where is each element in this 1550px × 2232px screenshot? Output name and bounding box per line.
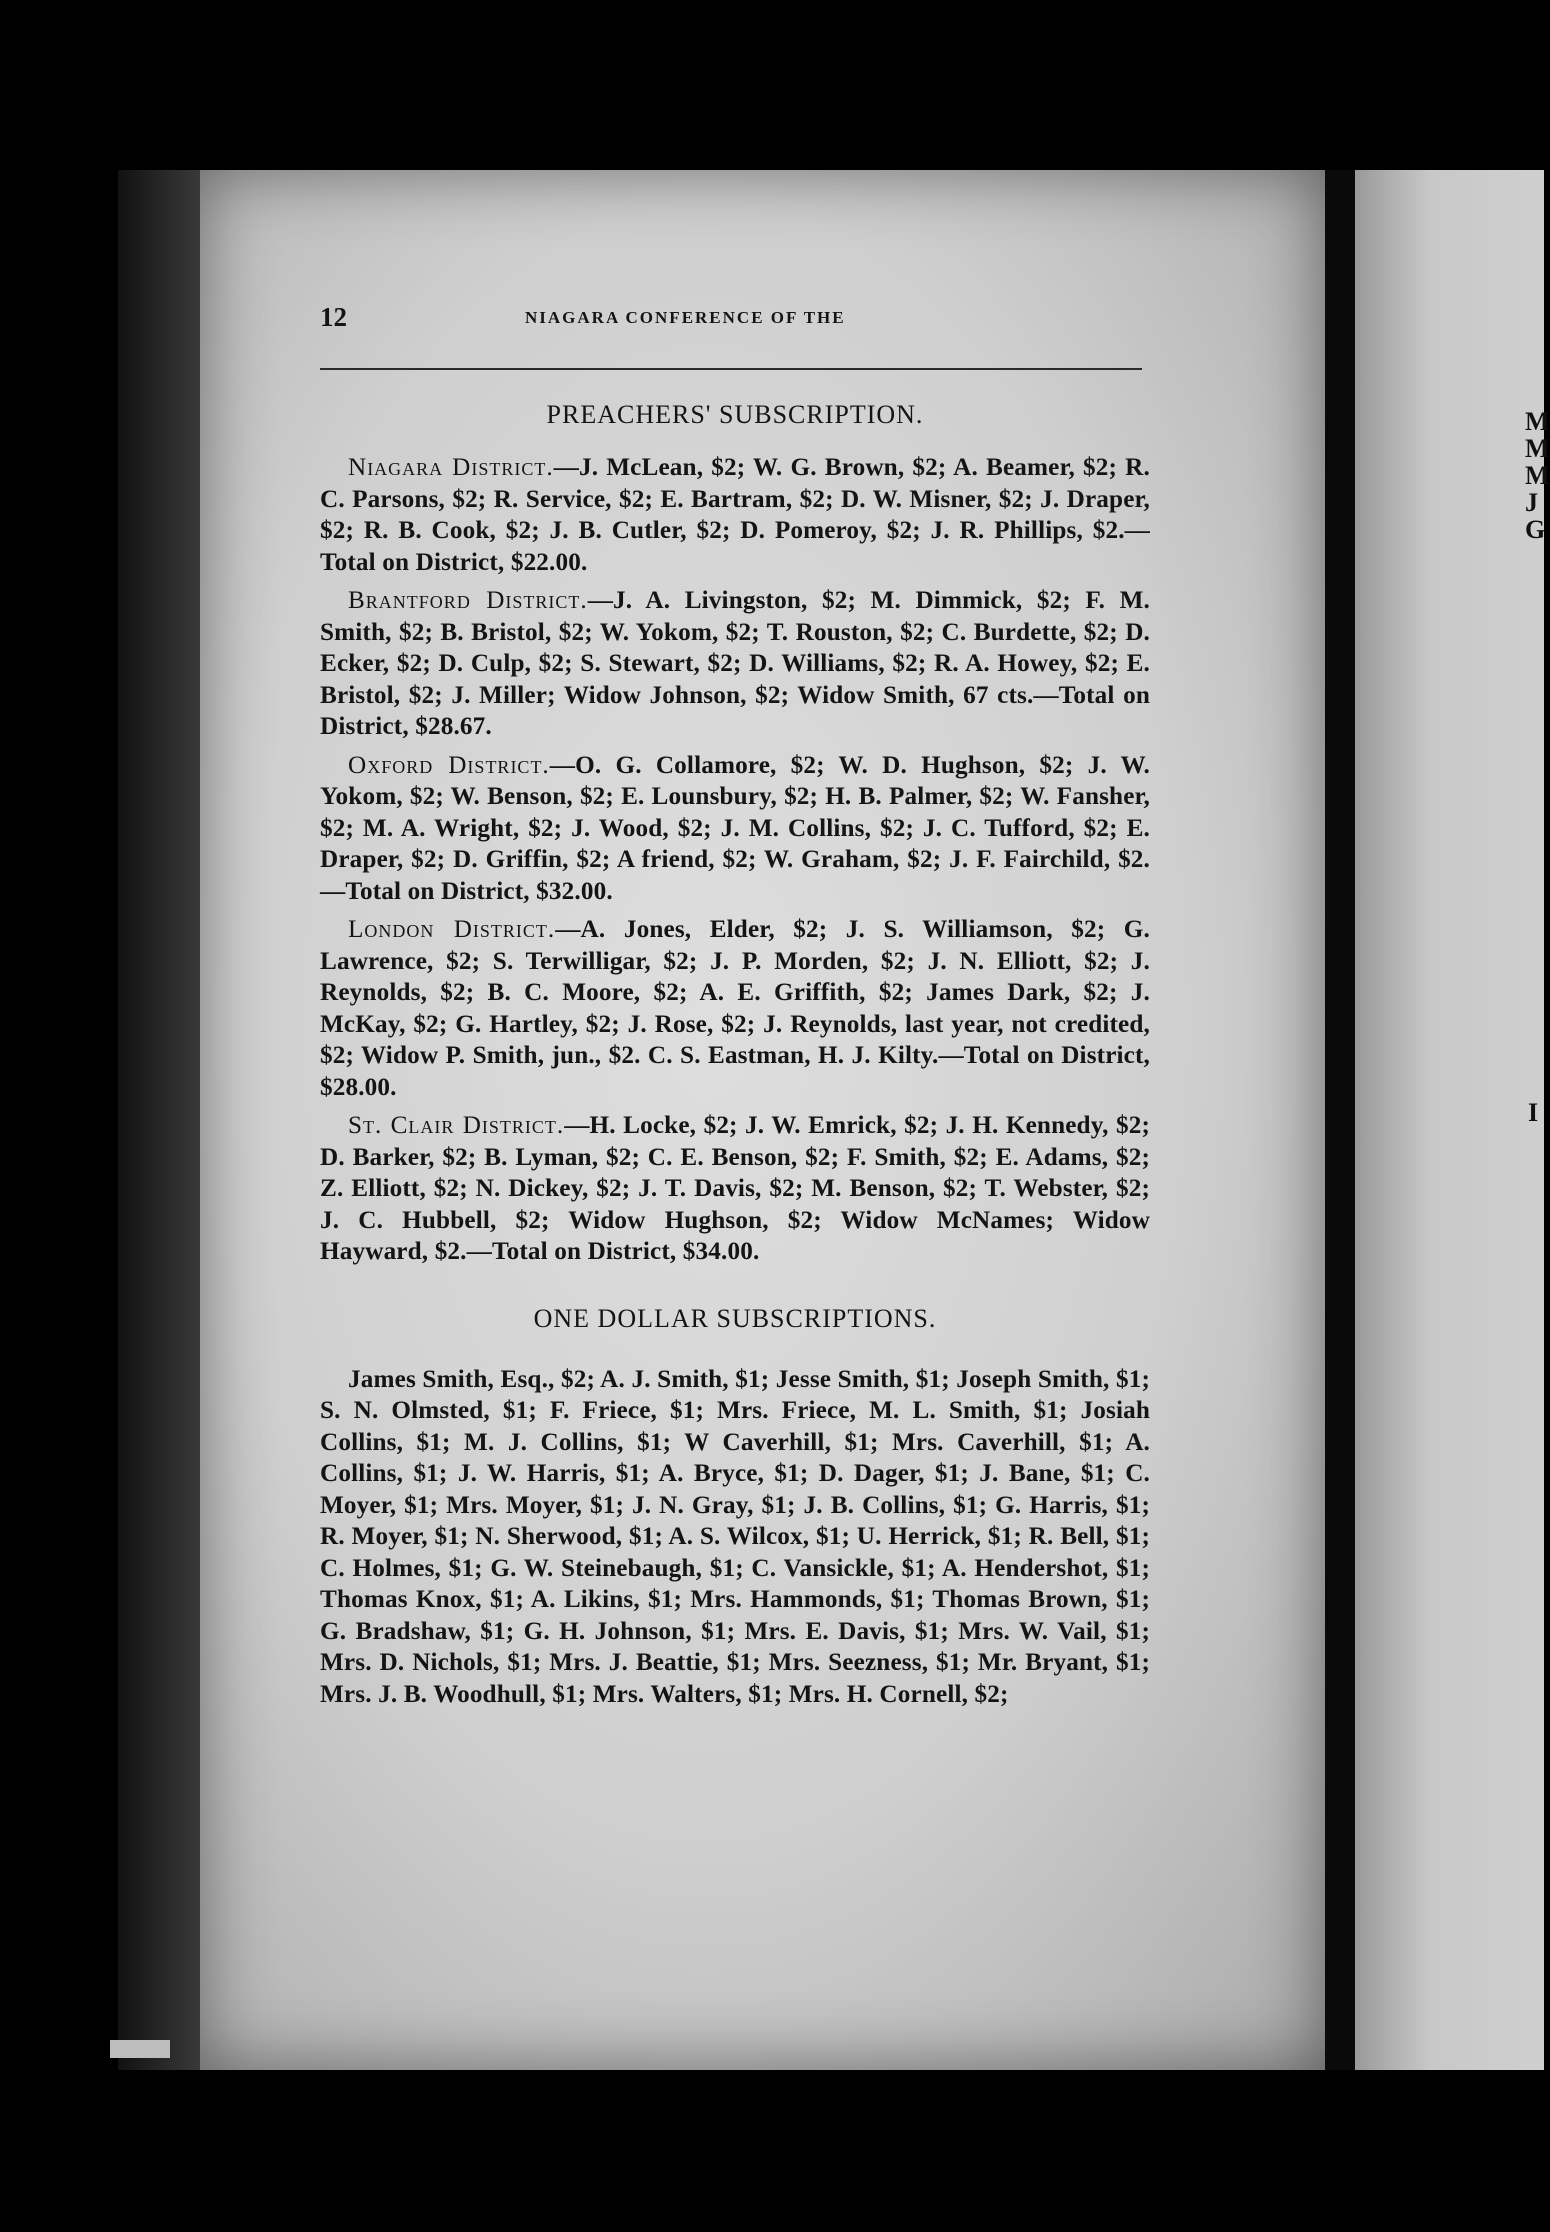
district-name: Oxford District. <box>348 751 550 779</box>
book-spine <box>118 170 202 2070</box>
district-text: —J. McLean, $2; W. G. Brown, $2; A. Beamer, $2; R. C. Parsons, $2; R. Service, $2; E. Bartram, $2; D. W. Misner, $2; J. Draper, $2; R. B. Cook, $2; J. B. Cutler, $2; D. Pomeroy, $2; J. R. Phillips, $2.—Total on District, $22.00. <box>320 454 1150 576</box>
header-rule <box>320 368 1142 370</box>
district-name: St. Clair District. <box>348 1112 565 1139</box>
district-entry-london <box>320 914 1150 1103</box>
district-entry-oxford <box>320 750 1150 908</box>
district-text: —J. A. Livingston, $2; M. Dimmick, $2; F. M. Smith, $2; B. Bristol, $2; W. Yokom, $2; T. Rouston, $2; C. Burdette, $2; D. Ecker, $2; D. Culp, $2; S. Stewart, $2; D. Williams, $2; R. A. Howey, $2; E. Bristol, $2; J. Miller; Widow Johnson, $2; Widow Smith, 67 cts.—Total on District, $28.67. <box>320 587 1150 740</box>
edge-letter: M <box>1525 407 1550 436</box>
district-text: —O. G. Collamore, $2; W. D. Hughson, $2; J. W. Yokom, $2; W. Benson, $2; E. Lounsbury, $2; H. B. Palmer, $2; W. Fansher, $2; M. A. Wright, $2; J. Wood, $2; J. M. Collins, $2; J. C. Tufford, $2; E. Draper, $2; D. Griffin, $2; A friend, $2; W. Graham, $2; J. F. Fairchild, $2.—Total on District, $32.00. <box>320 751 1150 905</box>
district-entry-brantford <box>320 585 1150 743</box>
district-name: Brantford District. <box>348 587 588 614</box>
district-name: Niagara District. <box>348 454 554 481</box>
page-content <box>320 300 1150 1717</box>
district-entry-st-clair <box>320 1110 1150 1268</box>
page-gutter <box>1325 170 1355 2070</box>
facing-page-edge-letters <box>1525 407 1550 544</box>
district-text: —H. Locke, $2; J. W. Emrick, $2; J. H. Kennedy, $2; D. Barker, $2; B. Lyman, $2; C. E. Benson, $2; F. Smith, $2; E. Adams, $2; Z. Elliott, $2; N. Dickey, $2; J. T. Davis, $2; M. Benson, $2; T. Webster, $2; J. C. Hubbell, $2; Widow Hughson, $2; Widow McNames; Widow Hayward, $2.—Total on District, $34.00. <box>320 1112 1150 1265</box>
facing-page-edge-letter-lower: I <box>1528 1098 1539 1127</box>
facing-page <box>1355 170 1544 2070</box>
district-text: —A. Jones, Elder, $2; J. S. Williamson, $2; G. Lawrence, $2; S. Terwilligar, $2; J. P. Morden, $2; J. N. Elliott, $2; J. Reynolds, $2; B. C. Moore, $2; A. E. Griffith, $2; James Dark, $2; J. McKay, $2; G. Hartley, $2; J. Rose, $2; J. Reynolds, last year, not credited, $2; Widow P. Smith, jun., $2. C. S. Eastman, H. J. Kilty.—Total on District, $28.00. <box>320 916 1150 1101</box>
section-title-one-dollar: ONE DOLLAR SUBSCRIPTIONS. <box>533 1303 937 1333</box>
spine-tab <box>110 2040 170 2058</box>
running-head: NIAGARA CONFERENCE OF THE <box>525 308 846 327</box>
district-name: London District. <box>348 916 556 943</box>
section-title-preachers: PREACHERS' SUBSCRIPTION. <box>546 400 924 429</box>
edge-letter: M <box>1525 461 1550 490</box>
edge-letter: J <box>1525 488 1538 517</box>
page-number: 12 <box>320 302 347 332</box>
edge-letter: M <box>1525 434 1550 463</box>
page-header <box>320 300 1150 340</box>
one-dollar-subscriptions-text: James Smith, Esq., $2; A. J. Smith, $1; Jesse Smith, $1; Joseph Smith, $1; S. N. Olmsted, $1; F. Friece, $1; Mrs. Friece, M. L. Smith, $1; Josiah Collins, $1; M. J. Collins, $1; W Caverhill, $1; Mrs. Caverhill, $1; A. Collins, $1; J. W. Harris, $1; A. Bryce, $1; D. Dager, $1; J. Bane, $1; C. Moyer, $1; Mrs. Moyer, $1; J. N. Gray, $1; J. B. Collins, $1; G. Harris, $1; R. Moyer, $1; N. Sherwood, $1; A. S. Wilcox, $1; U. Herrick, $1; R. Bell, $1; C. Holmes, $1; G. W. Steinebaugh, $1; C. Vansickle, $1; A. Hendershot, $1; Thomas Knox, $1; A. Likins, $1; Mrs. Hammonds, $1; Thomas Brown, $1; G. Bradshaw, $1; G. H. Johnson, $1; Mrs. E. Davis, $1; Mrs. W. Vail, $1; Mrs. D. Nichols, $1; Mrs. J. Beattie, $1; Mrs. Seezness, $1; Mr. Bryant, $1; Mrs. J. B. Woodhull, $1; Mrs. Walters, $1; Mrs. H. Cornell, $2; <box>320 1365 1150 1708</box>
district-entry-niagara <box>320 452 1150 578</box>
edge-letter: G <box>1525 515 1546 544</box>
